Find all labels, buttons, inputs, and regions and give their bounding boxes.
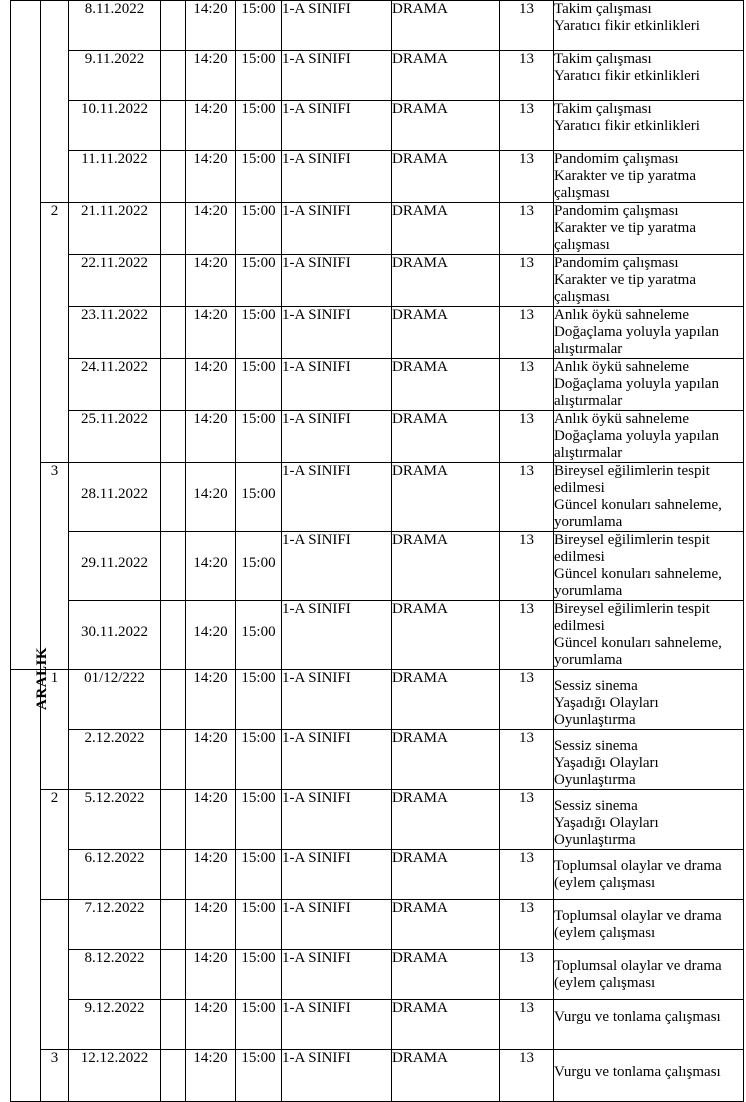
date-cell: 9.12.2022 (69, 1000, 161, 1050)
topic-line: Güncel konuları sahneleme, (554, 497, 722, 513)
end-time-cell: 15:00 (236, 850, 282, 900)
class-cell: 1-A SINIFI (282, 255, 392, 307)
table-row (11, 532, 744, 601)
class-cell: 1-A SINIFI (282, 1050, 392, 1102)
topic-line: (eylem çalışması (554, 875, 656, 891)
topic-line: Karakter ve tip yaratma (554, 272, 697, 288)
hours-cell: 13 (500, 1000, 554, 1050)
topic-line: Doğaçlama yoluyla yapılan (554, 376, 719, 392)
date-cell: 8.11.2022 (69, 1, 161, 51)
month-label: ARALIK (34, 646, 51, 711)
hours-cell: 13 (500, 101, 554, 151)
date-cell: 24.11.2022 (69, 359, 161, 411)
topic-line: Güncel konuları sahneleme, (554, 566, 722, 582)
schedule-body (11, 1, 744, 1102)
table-row (11, 790, 744, 850)
topic-cell (554, 203, 744, 255)
topic-line: edilmesi (554, 549, 605, 565)
date-cell: 22.11.2022 (69, 255, 161, 307)
hours-cell: 13 (500, 950, 554, 1000)
table-row (11, 670, 744, 730)
hours-cell: 13 (500, 790, 554, 850)
class-cell: 1-A SINIFI (282, 790, 392, 850)
topic-cell (554, 900, 744, 950)
empty-cell (161, 307, 186, 359)
topic-line: Yaratıcı fikir etkinlikleri (554, 68, 700, 84)
hours-cell: 13 (500, 1050, 554, 1102)
topic-line: (eylem çalışması (554, 925, 656, 941)
topic-line: çalışması (554, 185, 610, 201)
hours-cell: 13 (500, 670, 554, 730)
table-row (11, 463, 744, 532)
end-time-cell: 15:00 (236, 359, 282, 411)
class-cell: 1-A SINIFI (282, 601, 392, 670)
table-row (11, 730, 744, 790)
hours-cell: 13 (500, 411, 554, 463)
hours-cell: 13 (500, 359, 554, 411)
topic-line: Anlık öykü sahneleme (554, 307, 689, 323)
start-time-cell: 14:20 (186, 359, 236, 411)
date-cell: 10.11.2022 (69, 101, 161, 151)
start-time-cell: 14:20 (186, 790, 236, 850)
class-cell: 1-A SINIFI (282, 359, 392, 411)
class-cell: 1-A SINIFI (282, 307, 392, 359)
start-time-cell: 14:20 (186, 101, 236, 151)
lesson-cell: DRAMA (392, 101, 500, 151)
table-row (11, 950, 744, 1000)
class-cell: 1-A SINIFI (282, 950, 392, 1000)
month-cell-november (11, 1, 41, 670)
class-cell: 1-A SINIFI (282, 900, 392, 950)
empty-cell (161, 950, 186, 1000)
table-row (11, 1, 744, 51)
topic-cell (554, 532, 744, 601)
table-row (11, 307, 744, 359)
class-cell: 1-A SINIFI (282, 850, 392, 900)
class-cell: 1-A SINIFI (282, 1, 392, 51)
topic-cell (554, 850, 744, 900)
start-time-cell: 14:20 (186, 730, 236, 790)
lesson-cell: DRAMA (392, 950, 500, 1000)
end-time-cell: 15:00 (236, 1, 282, 51)
topic-line: Bireysel eğilimlerin tespit (554, 601, 710, 617)
table-row (11, 1050, 744, 1102)
lesson-cell: DRAMA (392, 1000, 500, 1050)
lesson-cell: DRAMA (392, 790, 500, 850)
topic-line: (eylem çalışması (554, 975, 656, 991)
empty-cell (161, 790, 186, 850)
topic-cell (554, 307, 744, 359)
week-cell: 1 (41, 670, 69, 790)
end-time-cell: 15:00 (236, 411, 282, 463)
end-time-cell: 15:00 (236, 790, 282, 850)
topic-line: Vurgu ve tonlama çalışması (554, 1009, 721, 1025)
start-time-cell: 14:20 (186, 1050, 236, 1102)
date-cell: 12.12.2022 (69, 1050, 161, 1102)
empty-cell (161, 900, 186, 950)
start-time-cell: 14:20 (186, 670, 236, 730)
class-cell: 1-A SINIFI (282, 670, 392, 730)
table-row (11, 255, 744, 307)
lesson-cell: DRAMA (392, 850, 500, 900)
topic-line: çalışması (554, 237, 610, 253)
table-row (11, 51, 744, 101)
end-time-cell: 15:00 (236, 1000, 282, 1050)
empty-cell (161, 532, 186, 601)
topic-line: alıştırmalar (554, 341, 623, 357)
topic-line: Pandomim çalışması (554, 255, 679, 271)
start-time-cell: 14:20 (186, 850, 236, 900)
topic-line: Sessiz sinema (554, 798, 638, 814)
hours-cell: 13 (500, 151, 554, 203)
class-cell: 1-A SINIFI (282, 1000, 392, 1050)
start-time-cell: 14:20 (186, 1, 236, 51)
date-cell: 5.12.2022 (69, 790, 161, 850)
topic-line: Yaşadığı Olayları Oyunlaştırma (554, 755, 659, 788)
empty-cell (161, 1050, 186, 1102)
empty-cell (161, 1000, 186, 1050)
topic-line: Sessiz sinema (554, 678, 638, 694)
end-time-cell: 15:00 (236, 101, 282, 151)
empty-cell (161, 203, 186, 255)
topic-cell (554, 790, 744, 850)
empty-cell (161, 601, 186, 670)
topic-line: Pandomim çalışması (554, 203, 679, 219)
topic-line: Anlık öykü sahneleme (554, 359, 689, 375)
topic-line: Doğaçlama yoluyla yapılan (554, 324, 719, 340)
date-cell: 28.11.2022 (69, 463, 161, 532)
table-row (11, 151, 744, 203)
start-time-cell: 14:20 (186, 900, 236, 950)
table-row (11, 601, 744, 670)
topic-line: Sessiz sinema (554, 738, 638, 754)
topic-cell (554, 1050, 744, 1102)
date-cell: 25.11.2022 (69, 411, 161, 463)
topic-line: Vurgu ve tonlama çalışması (554, 1064, 721, 1080)
class-cell: 1-A SINIFI (282, 411, 392, 463)
end-time-cell: 15:00 (236, 51, 282, 101)
start-time-cell: 14:20 (186, 601, 236, 670)
empty-cell (161, 411, 186, 463)
topic-line: Yaratıcı fikir etkinlikleri (554, 18, 700, 34)
lesson-cell: DRAMA (392, 359, 500, 411)
lesson-cell: DRAMA (392, 1, 500, 51)
date-cell: 23.11.2022 (69, 307, 161, 359)
week-cell: 3 (41, 463, 69, 670)
hours-cell: 13 (500, 532, 554, 601)
topic-cell (554, 255, 744, 307)
lesson-cell: DRAMA (392, 601, 500, 670)
empty-cell (161, 255, 186, 307)
empty-cell (161, 101, 186, 151)
end-time-cell: 15:00 (236, 900, 282, 950)
class-cell: 1-A SINIFI (282, 730, 392, 790)
topic-line: Pandomim çalışması (554, 151, 679, 167)
topic-line: edilmesi (554, 618, 605, 634)
hours-cell: 13 (500, 307, 554, 359)
date-cell: 6.12.2022 (69, 850, 161, 900)
week-cell: 2 (41, 203, 69, 463)
topic-line: alıştırmalar (554, 445, 623, 461)
lesson-cell: DRAMA (392, 532, 500, 601)
date-cell: 29.11.2022 (69, 532, 161, 601)
empty-cell (161, 51, 186, 101)
date-cell: 2.12.2022 (69, 730, 161, 790)
table-row (11, 850, 744, 900)
end-time-cell: 15:00 (236, 670, 282, 730)
topic-cell (554, 151, 744, 203)
table-row (11, 1000, 744, 1050)
lesson-cell: DRAMA (392, 730, 500, 790)
class-cell: 1-A SINIFI (282, 463, 392, 532)
topic-line: Doğaçlama yoluyla yapılan (554, 428, 719, 444)
lesson-cell: DRAMA (392, 1050, 500, 1102)
end-time-cell: 15:00 (236, 950, 282, 1000)
start-time-cell: 14:20 (186, 255, 236, 307)
week-cell (41, 1, 69, 203)
date-cell: 30.11.2022 (69, 601, 161, 670)
topic-line: Toplumsal olaylar ve drama (554, 958, 722, 974)
topic-cell (554, 101, 744, 151)
end-time-cell: 15:00 (236, 255, 282, 307)
class-cell: 1-A SINIFI (282, 203, 392, 255)
empty-cell (161, 670, 186, 730)
class-cell: 1-A SINIFI (282, 101, 392, 151)
start-time-cell: 14:20 (186, 1000, 236, 1050)
class-cell: 1-A SINIFI (282, 532, 392, 601)
topic-line: Bireysel eğilimlerin tespit (554, 463, 710, 479)
start-time-cell: 14:20 (186, 203, 236, 255)
lesson-cell: DRAMA (392, 900, 500, 950)
date-cell: 9.11.2022 (69, 51, 161, 101)
lesson-cell: DRAMA (392, 670, 500, 730)
topic-line: edilmesi (554, 480, 605, 496)
schedule-table (10, 0, 744, 1102)
end-time-cell: 15:00 (236, 1050, 282, 1102)
date-cell: 8.12.2022 (69, 950, 161, 1000)
hours-cell: 13 (500, 1, 554, 51)
topic-cell (554, 1000, 744, 1050)
topic-line: alıştırmalar (554, 393, 623, 409)
week-cell (41, 900, 69, 1050)
week-cell: 3 (41, 1050, 69, 1102)
topic-cell (554, 411, 744, 463)
topic-line: Karakter ve tip yaratma (554, 220, 697, 236)
empty-cell (161, 730, 186, 790)
lesson-cell: DRAMA (392, 255, 500, 307)
lesson-cell: DRAMA (392, 151, 500, 203)
start-time-cell: 14:20 (186, 411, 236, 463)
end-time-cell: 15:00 (236, 532, 282, 601)
topic-cell (554, 730, 744, 790)
topic-line: yorumlama (554, 652, 623, 668)
hours-cell: 13 (500, 730, 554, 790)
end-time-cell: 15:00 (236, 463, 282, 532)
topic-line: Anlık öykü sahneleme (554, 411, 689, 427)
table-row (11, 900, 744, 950)
lesson-cell: DRAMA (392, 203, 500, 255)
topic-cell (554, 601, 744, 670)
date-cell: 21.11.2022 (69, 203, 161, 255)
empty-cell (161, 151, 186, 203)
class-cell: 1-A SINIFI (282, 151, 392, 203)
topic-line: Toplumsal olaylar ve drama (554, 908, 722, 924)
topic-cell (554, 950, 744, 1000)
topic-line: çalışması (554, 289, 610, 305)
date-cell: 01/12/222 (69, 670, 161, 730)
hours-cell: 13 (500, 601, 554, 670)
topic-line: Takim çalışması (554, 1, 652, 17)
hours-cell: 13 (500, 900, 554, 950)
topic-line: Toplumsal olaylar ve drama (554, 858, 722, 874)
table-row (11, 359, 744, 411)
empty-cell (161, 1, 186, 51)
hours-cell: 13 (500, 255, 554, 307)
hours-cell: 13 (500, 850, 554, 900)
topic-cell (554, 51, 744, 101)
class-cell: 1-A SINIFI (282, 51, 392, 101)
topic-line: Yaşadığı Olayları Oyunlaştırma (554, 695, 659, 728)
date-cell: 11.11.2022 (69, 151, 161, 203)
topic-line: Takim çalışması (554, 51, 652, 67)
topic-cell (554, 670, 744, 730)
end-time-cell: 15:00 (236, 203, 282, 255)
topic-line: yorumlama (554, 514, 623, 530)
empty-cell (161, 850, 186, 900)
hours-cell: 13 (500, 203, 554, 255)
start-time-cell: 14:20 (186, 463, 236, 532)
empty-cell (161, 359, 186, 411)
start-time-cell: 14:20 (186, 151, 236, 203)
week-cell: 2 (41, 790, 69, 900)
table-row (11, 411, 744, 463)
table-row (11, 101, 744, 151)
start-time-cell: 14:20 (186, 532, 236, 601)
end-time-cell: 15:00 (236, 601, 282, 670)
end-time-cell: 15:00 (236, 151, 282, 203)
topic-cell (554, 463, 744, 532)
end-time-cell: 15:00 (236, 730, 282, 790)
topic-line: yorumlama (554, 583, 623, 599)
topic-line: Yaşadığı Olayları Oyunlaştırma (554, 815, 659, 848)
start-time-cell: 14:20 (186, 51, 236, 101)
topic-cell (554, 359, 744, 411)
start-time-cell: 14:20 (186, 950, 236, 1000)
hours-cell: 13 (500, 51, 554, 101)
topic-line: Bireysel eğilimlerin tespit (554, 532, 710, 548)
lesson-cell: DRAMA (392, 307, 500, 359)
topic-line: Takim çalışması (554, 101, 652, 117)
end-time-cell: 15:00 (236, 307, 282, 359)
hours-cell: 13 (500, 463, 554, 532)
table-row (11, 203, 744, 255)
date-cell: 7.12.2022 (69, 900, 161, 950)
lesson-cell: DRAMA (392, 411, 500, 463)
month-cell-december (11, 646, 51, 1102)
lesson-cell: DRAMA (392, 463, 500, 532)
start-time-cell: 14:20 (186, 307, 236, 359)
topic-cell (554, 1, 744, 51)
lesson-cell: DRAMA (392, 51, 500, 101)
empty-cell (161, 463, 186, 532)
topic-line: Güncel konuları sahneleme, (554, 635, 722, 651)
topic-line: Karakter ve tip yaratma (554, 168, 697, 184)
topic-line: Yaratıcı fikir etkinlikleri (554, 118, 700, 134)
